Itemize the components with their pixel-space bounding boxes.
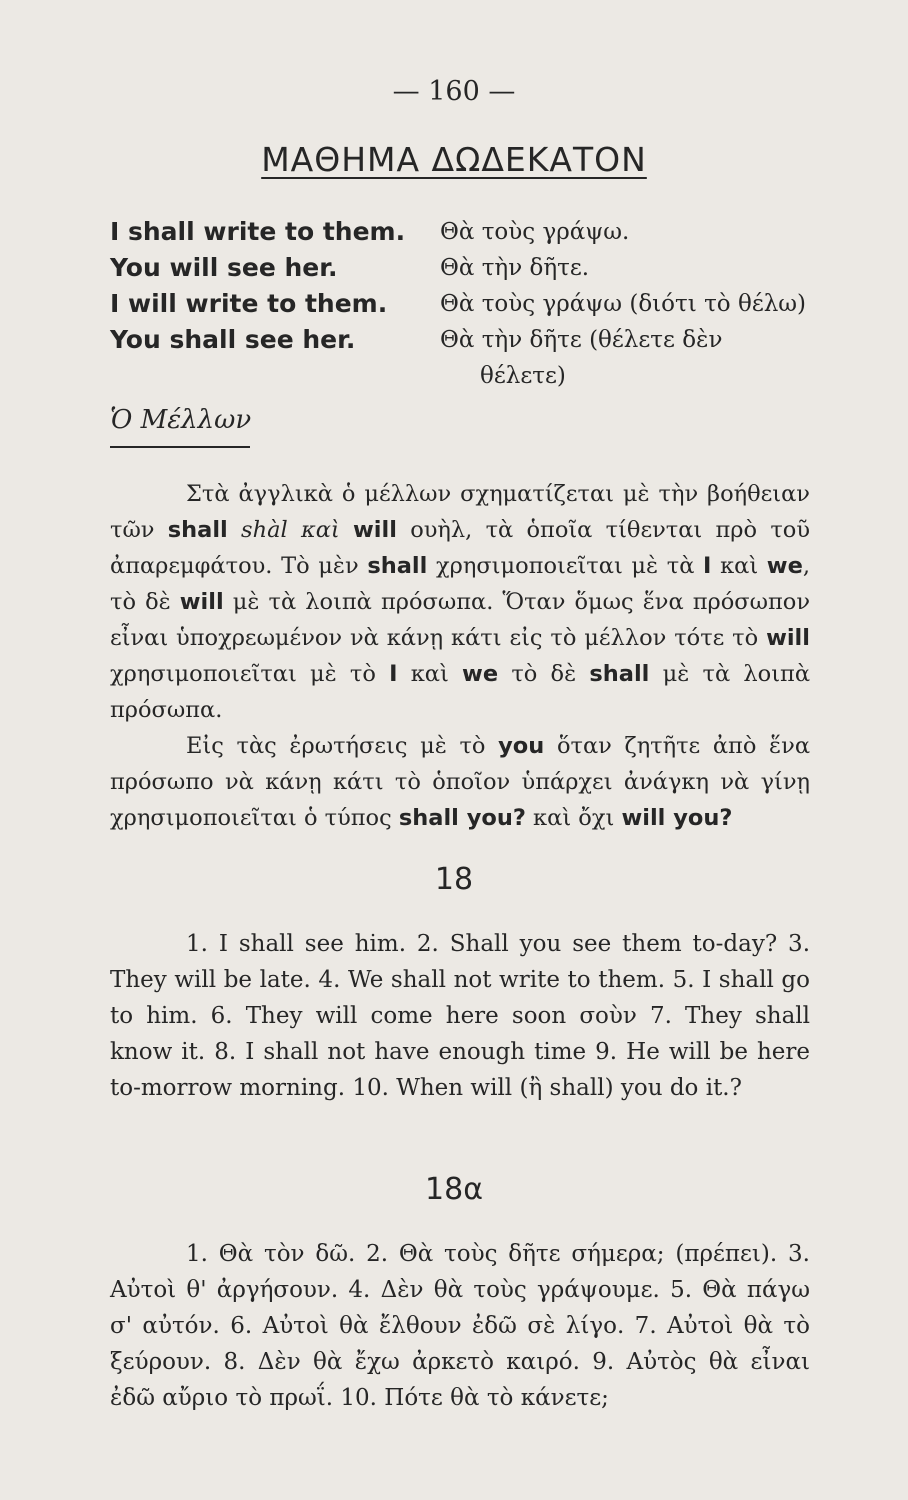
- keyword: I: [703, 553, 712, 579]
- keyword: will: [179, 589, 224, 615]
- text-run: χρησιμοποιεῖται μὲ τὸ: [110, 661, 390, 687]
- text-run: χρησιμοποιεῖται μὲ τὰ: [427, 553, 704, 579]
- text-run: Εἰς τὰς ἐρωτήσεις μὲ τὸ: [186, 733, 499, 759]
- section-heading: Ὁ Μέλλων: [110, 405, 252, 435]
- example-english: I will write to them.: [110, 289, 388, 318]
- example-greek: θέλετε): [480, 363, 566, 389]
- keyword: will: [766, 625, 810, 651]
- text-run: καὶ: [397, 661, 463, 687]
- example-greek: Θὰ τὴν δῆτε (θέλετε δὲν: [440, 327, 723, 353]
- keyword: you: [498, 733, 545, 759]
- pronunciation: shàl καὶ: [227, 517, 353, 543]
- grammar-paragraph-2: [110, 728, 810, 836]
- keyword: shall: [589, 661, 650, 687]
- keyword: shall: [167, 517, 228, 543]
- exercise-18a-text: 1. Θὰ τὸν δῶ. 2. Θὰ τοὺς δῆτε σήμερα; (πρέπει). 3. Αὐτοὶ θ' ἀργήσουν. 4. Δὲν θὰ τοὺς γράψουμε. 5. Θὰ πάγω σ' αὐτόν. 6. Αὐτοὶ θὰ ἔλθουν ἐδῶ σὲ λίγο. 7. Αὐτοὶ θὰ τὸ ξεύρουν. 8. Δὲν θὰ ἔχω ἀρκετὸ καιρό. 9. Αὐτὸς θὰ εἶναι ἐδῶ αὔριο τὸ πρωΐ. 10. Πότε θὰ τὸ κάνετε;: [110, 1241, 810, 1411]
- text-run: ὅταν ζητῆτε ἀπὸ ἕνα πρόσωπο νὰ κάνῃ κάτι τὸ ὁποῖον ὑπάρχει ἀνάγκη νὰ γίνῃ χρησιμοποιεῖται ὁ τύπος: [110, 733, 811, 831]
- example-greek: Θὰ τοὺς γράψω (διότι τὸ θέλω): [440, 291, 807, 317]
- grammar-paragraph-1: [110, 476, 810, 728]
- example-row: [110, 214, 810, 250]
- lesson-title: [0, 140, 908, 179]
- example-sentences: [110, 214, 810, 394]
- keyword: I: [389, 661, 398, 687]
- example-greek: Θὰ τὴν δῆτε.: [440, 255, 590, 281]
- example-english: You will see her.: [110, 253, 338, 282]
- text-run: τὸ δὲ: [498, 661, 590, 687]
- keyword: shall: [367, 553, 428, 579]
- example-row: [110, 250, 810, 286]
- keyword: we: [766, 553, 803, 579]
- page-number: — 160 —: [392, 76, 516, 107]
- keyword: we: [462, 661, 499, 687]
- example-english: You shall see her.: [110, 325, 356, 354]
- exercise-18a-heading: 18α: [425, 1172, 483, 1207]
- exercise-18-heading: 18: [434, 862, 474, 897]
- keyword: will you?: [621, 805, 733, 831]
- keyword: shall you?: [398, 805, 526, 831]
- example-row: [110, 322, 810, 358]
- exercise-18-text: 1. I shall see him. 2. Shall you see them to-day? 3. They will be late. 4. We shall not write to them. 5. I shall go to him. 6. They will come here soon σοὺν 7. They shall know it. 8. I shall not have enough time 9. He will be here to-morrow morning. 10. When will (ἢ shall) you do it.?: [110, 931, 810, 1101]
- text-run: καὶ ὄχι: [525, 805, 622, 831]
- text-run: , τὸ δὲ: [110, 553, 810, 615]
- text-run: ουὴλ, τὰ ὁποῖα τίθενται πρὸ τοῦ ἀπαρεμφάτου. Τὸ μὲν: [110, 517, 811, 579]
- lesson-title-text: ΜΑΘΗΜΑ ΔΩΔΕΚΑΤΟΝ: [261, 140, 647, 179]
- section-underline: [110, 446, 250, 448]
- example-english: [110, 358, 440, 394]
- example-row: [110, 358, 810, 394]
- text-run: Στὰ ἀγγλικὰ ὁ μέλλων σχηματίζεται μὲ τὴν βοήθειαν τῶν: [110, 481, 810, 543]
- example-row: [110, 286, 810, 322]
- text-run: μὲ τὰ λοιπὰ πρόσωπα. Ὅταν ὅμως ἕνα πρόσωπον εἶναι ὑποχρεωμένον νὰ κάνῃ κάτι εἰς τὸ μέλλον τότε τὸ: [110, 589, 810, 651]
- keyword: will: [353, 517, 397, 543]
- example-greek: Θὰ τοὺς γράψω.: [440, 219, 630, 245]
- text-run: μὲ τὰ λοιπὰ πρόσωπα.: [110, 661, 811, 723]
- text-run: καὶ: [711, 553, 767, 579]
- example-english: I shall write to them.: [110, 217, 406, 246]
